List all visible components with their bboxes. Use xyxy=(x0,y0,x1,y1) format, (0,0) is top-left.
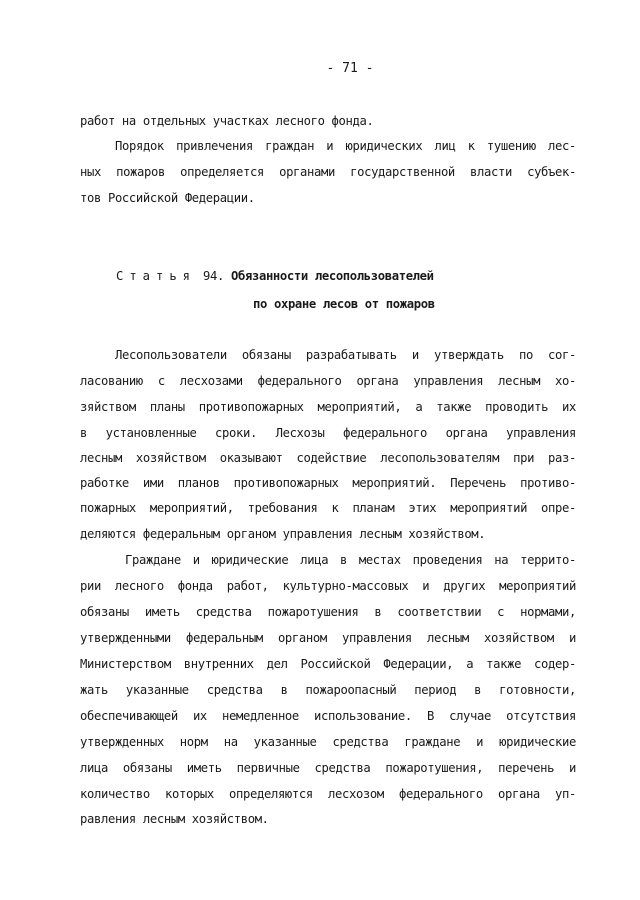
paragraph-line: утвержденными федеральным органом управления лесным хозяйством и xyxy=(80,631,576,645)
paragraph-line: обязаны иметь средства пожаротушения в соответствии с нормами, xyxy=(80,605,576,619)
paragraph-line: в установленные сроки. Лесхозы федерального органа управления xyxy=(80,426,576,440)
article-title-line2: по охране лесов от пожаров xyxy=(253,297,435,311)
article-number: 94. xyxy=(203,269,224,283)
paragraph-line: ласованию с лесхозами федерального органа управления лесным хо- xyxy=(80,374,576,388)
paragraph-line: количество которых определяются лесхозом федерального органа уп- xyxy=(80,787,576,801)
paragraph-line: тов Российской Федерации. xyxy=(80,191,255,205)
article-heading xyxy=(116,268,434,284)
page-number: - 71 - xyxy=(326,61,374,76)
paragraph-line: Граждане и юридические лица в местах проведения на террито- xyxy=(125,553,576,567)
paragraph-line: пожарных мероприятий, требования к планам этих мероприятий опре- xyxy=(80,501,576,515)
paragraph-line: ных пожаров определяется органами государственной власти субъек- xyxy=(80,165,576,179)
paragraph-line: деляются федеральным органом управления лесным хозяйством. xyxy=(80,527,486,541)
paragraph-line: зяйством планы противопожарных мероприятий, а также проводить их xyxy=(80,400,576,414)
paragraph-line: Лесопользователи обязаны разрабатывать и утверждать по сог- xyxy=(115,348,576,362)
article-title-line1: Обязанности лесопользователей xyxy=(231,269,434,283)
paragraph-line: утвержденных норм на указанные средства граждане и юридические xyxy=(80,735,576,749)
paragraph-line: работ на отдельных участках лесного фонда. xyxy=(80,114,374,128)
paragraph-line: лесным хозяйством оказывают содействие лесопользователям при раз- xyxy=(80,451,576,465)
paragraph-line: работке ими планов противопожарных мероприятий. Перечень противо- xyxy=(80,476,576,490)
paragraph-line: Порядок привлечения граждан и юридических лиц к тушению лес- xyxy=(115,139,576,153)
article-label: Статья xyxy=(116,269,197,283)
paragraph-line: рии лесного фонда работ, культурно-массовых и других мероприятий xyxy=(80,579,576,593)
paragraph-line: обеспечивающей их немедленное использование. В случае отсутствия xyxy=(80,709,576,723)
paragraph-line: лица обязаны иметь первичные средства пожаротушения, перечень и xyxy=(80,761,576,775)
paragraph-line: Министерством внутренних дел Российской Федерации, а также содер- xyxy=(80,657,576,671)
paragraph-line: равления лесным хозяйством. xyxy=(80,812,269,826)
paragraph-line: жать указанные средства в пожароопасный период в готовности, xyxy=(80,683,576,697)
